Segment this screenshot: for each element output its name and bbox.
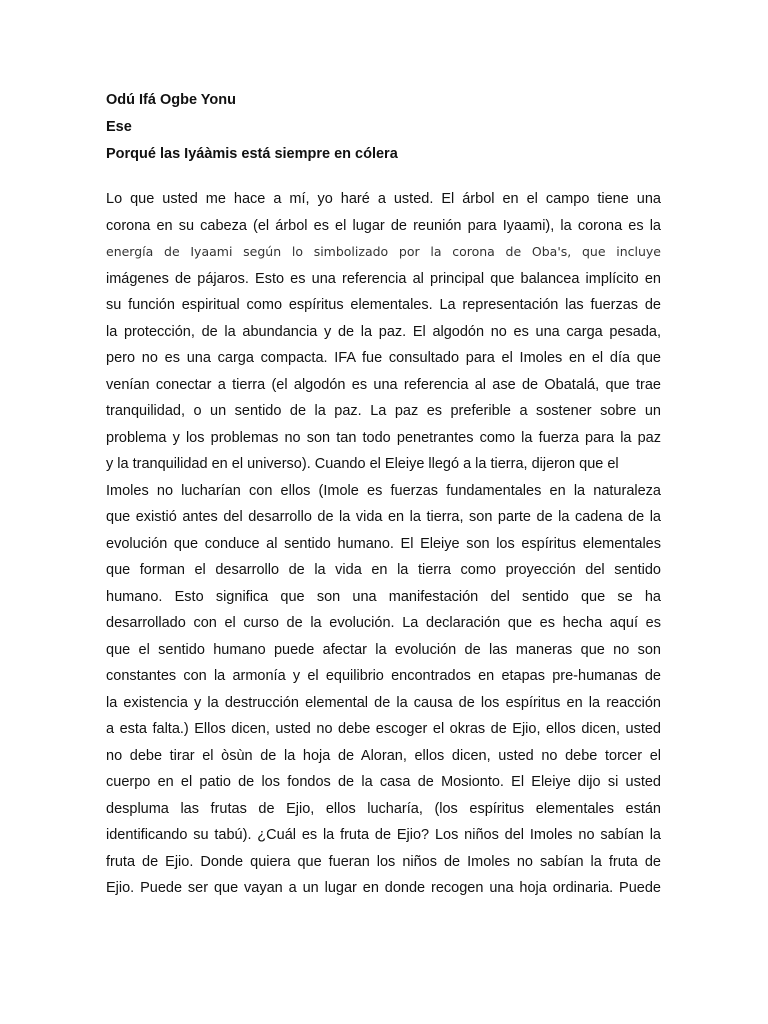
- text-line: identificando su tabú). ¿Cuál es la fruta de Ejio? Los niños del Imoles no sabían la: [106, 827, 661, 843]
- section-label: Ese: [106, 119, 132, 135]
- body-text: [106, 190, 661, 906]
- text-line: constantes con la armonía y el equilibrio encontrados en etapas pre-humanas de: [106, 668, 661, 684]
- text-line: cuerpo en el patio de los fondos de la casa de Mosionto. El Eleiye dijo si usted: [106, 774, 661, 790]
- text-line: despluma las frutas de Ejio, ellos lucharía, (los espíritus elementales están: [106, 800, 661, 817]
- text-line: que forman el desarrollo de la vida en la tierra como proyección del sentido: [106, 562, 661, 578]
- text-line: venían conectar a tierra (el algodón es una referencia al ase de Obatalá, que trae: [106, 376, 661, 393]
- text-line: corona en su cabeza (el árbol es el lugar de reunión para Iyaami), la corona es la: [106, 217, 661, 234]
- text-line: humano. Esto significa que son una manifestación del sentido que se ha: [106, 588, 661, 605]
- text-line: Lo que usted me hace a mí, yo haré a usted. El árbol en el campo tiene una: [106, 191, 661, 207]
- document-title: Odú Ifá Ogbe Yonu: [106, 92, 236, 108]
- text-line: tranquilidad, o un sentido de la paz. La paz es preferible a sostener sobre un: [106, 403, 661, 419]
- text-line: que existió antes del desarrollo de la vida en la tierra, son parte de la cadena de la: [106, 509, 661, 525]
- document-headings: [106, 91, 661, 172]
- text-line: a esta falta.) Ellos dicen, usted no debe escoger el okras de Ejio, ellos dicen, usted: [106, 721, 661, 737]
- text-line: y la tranquilidad en el universo). Cuando el Eleiye llegó a la tierra, dijeron que el: [106, 456, 619, 472]
- text-line: pero no es una carga compacta. IFA fue consultado para el Imoles en el día que: [106, 350, 661, 366]
- text-line: problema y los problemas no son tan todo penetrantes como la fuerza para la paz: [106, 429, 661, 446]
- text-line: la existencia y la destrucción elemental de la causa de los espíritus en la reacción: [106, 694, 661, 711]
- text-line: fruta de Ejio. Donde quiera que fueran los niños de Imoles no sabían la fruta de: [106, 853, 661, 870]
- text-line: Ejio. Puede ser que vayan a un lugar en donde recogen una hoja ordinaria. Puede: [106, 880, 661, 896]
- text-line: evolución que conduce al sentido humano. El Eleiye son los espíritus elementales: [106, 535, 661, 552]
- text-line: imágenes de pájaros. Esto es una referencia al principal que balancea implícito en: [106, 270, 661, 287]
- text-line: la protección, de la abundancia y de la paz. El algodón no es una carga pesada,: [106, 323, 661, 340]
- text-line: Imoles no lucharían con ellos (Imole es fuerzas fundamentales en la naturaleza: [106, 482, 661, 499]
- text-line: energía de Iyaami según lo simbolizado por la corona de Oba's, que incluye: [106, 244, 661, 259]
- text-line: desarrollado con el curso de la evolución. La declaración que es hecha aquí es: [106, 615, 661, 631]
- document-page: [106, 0, 661, 906]
- section-subtitle: Porqué las Iyáàmis está siempre en cólera: [106, 146, 398, 162]
- text-line: que el sentido humano puede afectar la evolución de las maneras que no son: [106, 641, 661, 658]
- text-line: su función espiritual como espíritus elementales. La representación las fuerzas de: [106, 297, 661, 313]
- text-line: no debe tirar el òsùn de la hoja de Aloran, ellos dicen, usted no debe torcer el: [106, 747, 661, 764]
